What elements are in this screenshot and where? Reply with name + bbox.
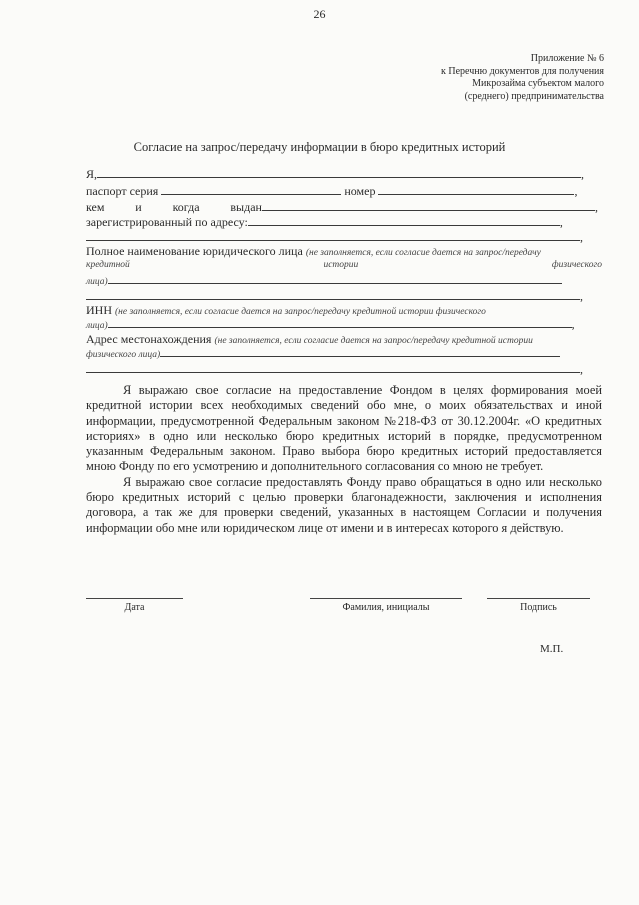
passport-number-label: номер bbox=[344, 184, 376, 198]
comma: , bbox=[571, 317, 575, 331]
comma: , bbox=[574, 184, 578, 198]
comma: , bbox=[595, 200, 598, 214]
issued-word: когда bbox=[172, 200, 200, 214]
comma: , bbox=[580, 289, 583, 303]
note-word: лица) bbox=[86, 321, 108, 331]
note-word: истории bbox=[323, 260, 359, 270]
registered-blank-row bbox=[86, 230, 583, 245]
legal-name-blank-2[interactable] bbox=[86, 289, 580, 300]
address-label: Адрес местонахождения bbox=[86, 332, 212, 346]
inn-blank[interactable] bbox=[108, 317, 572, 328]
field-address-reg-row bbox=[86, 215, 563, 230]
legal-name-label-row bbox=[86, 244, 541, 259]
issued-blank[interactable] bbox=[262, 200, 595, 211]
consent-text bbox=[86, 383, 602, 536]
note-word: кредитной bbox=[86, 260, 130, 270]
field-ya-blank[interactable] bbox=[97, 167, 581, 178]
field-ya-label: Я, bbox=[86, 167, 98, 181]
inn-blank-row bbox=[86, 317, 575, 332]
name-line[interactable] bbox=[310, 598, 462, 599]
registered-label: зарегистрированный по адресу: bbox=[86, 215, 248, 229]
address-blank-row-2 bbox=[86, 362, 583, 377]
legal-name-note-row bbox=[86, 260, 602, 270]
issued-label bbox=[86, 200, 262, 215]
inn-row bbox=[86, 303, 486, 318]
appendix-line: (среднего) предпринимательства bbox=[464, 90, 604, 102]
note-word: физического bbox=[551, 260, 602, 270]
field-issued-row bbox=[86, 200, 598, 215]
page-number: 26 bbox=[313, 7, 326, 21]
passport-series-label: паспорт серия bbox=[86, 184, 159, 198]
signature-line[interactable] bbox=[487, 598, 590, 599]
legal-name-note: (не заполняется, если согласие дается на запрос/передачу bbox=[305, 248, 541, 258]
comma: , bbox=[580, 362, 583, 376]
issued-word: и bbox=[135, 200, 142, 214]
comma: , bbox=[559, 215, 563, 229]
legal-name-blank-row-2 bbox=[86, 289, 583, 304]
appendix-line: Приложение № 6 bbox=[530, 53, 604, 64]
comma: , bbox=[581, 167, 585, 181]
consent-paragraph-2: Я выражаю свое согласие предоставлять Фонду право обращаться в одно или несколько бюро кредитных историй с целью проверки благонадежности, заключения и исполнения договора, а так же для проверки сведений, указанных в настоящем Согласии и получения информации обо мне или юридическом лице от имени и в интересах которого я действую. bbox=[86, 474, 602, 535]
address-blank-row bbox=[86, 346, 560, 361]
name-label: Фамилия, инициалы bbox=[342, 602, 430, 613]
date-label: Дата bbox=[124, 602, 145, 613]
registered-blank-2[interactable] bbox=[86, 230, 580, 241]
date-line[interactable] bbox=[86, 598, 183, 599]
appendix-header bbox=[441, 53, 604, 103]
note-word: физического лица) bbox=[86, 350, 161, 360]
address-row bbox=[86, 332, 533, 347]
document-title: Согласие на запрос/передачу информации в бюро кредитных историй bbox=[133, 140, 506, 154]
address-note: (не заполняется, если согласие дается на запрос/передачу кредитной истории bbox=[214, 336, 533, 346]
stamp-place: М.П. bbox=[540, 643, 564, 655]
inn-label: ИНН bbox=[86, 303, 112, 317]
issued-word: выдан bbox=[230, 200, 262, 214]
field-ya-row bbox=[86, 167, 584, 182]
inn-note: (не заполняется, если согласие дается на запрос/передачу кредитной истории физического bbox=[115, 307, 486, 317]
signature-label: Подпись bbox=[520, 602, 557, 613]
appendix-line: Микрозайма субъектом малого bbox=[472, 78, 604, 89]
passport-number-blank[interactable] bbox=[378, 184, 574, 195]
legal-name-label: Полное наименование юридического лица bbox=[86, 244, 303, 258]
legal-name-blank-row bbox=[86, 273, 562, 288]
appendix-line: к Перечню документов для получения bbox=[441, 65, 604, 77]
passport-series-blank[interactable] bbox=[161, 184, 341, 195]
address-blank[interactable] bbox=[160, 346, 560, 357]
issued-word: кем bbox=[86, 200, 105, 214]
comma: , bbox=[580, 230, 583, 244]
registered-blank[interactable] bbox=[248, 215, 560, 226]
address-blank-2[interactable] bbox=[86, 362, 580, 373]
consent-paragraph-1: Я выражаю свое согласие на предоставление Фондом в целях формирования моей кредитной истории всех необходимых сведений обо мне, о моих обязательствах и иной информации, предусмотренной Федеральным законом №218-ФЗ от 30.12.2004г. «О кредитных историях» в одно или несколько бюро кредитных историй в порядке, предусмотренном указанным Федеральным законом. Право выбора бюро кредитных историй предоставляется мною Фонду по его усмотрению и дополнительного согласования со мною не требует. bbox=[86, 383, 602, 474]
field-passport-row bbox=[86, 184, 577, 199]
legal-name-blank[interactable] bbox=[108, 273, 562, 284]
note-word: лица) bbox=[86, 277, 108, 287]
